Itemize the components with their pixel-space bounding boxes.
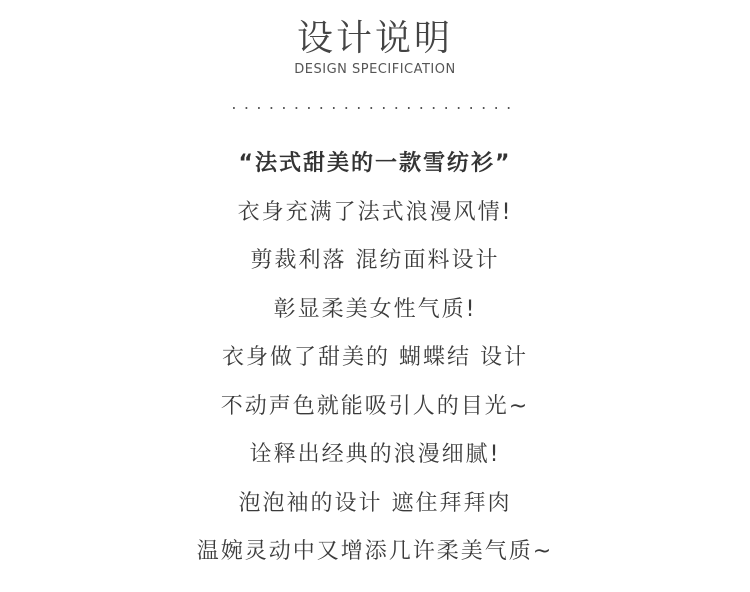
description-line: 诠释出经典的浪漫细腻! (249, 442, 501, 467)
description-list (0, 140, 750, 577)
description-line: 彰显柔美女性气质! (273, 296, 477, 322)
description-headline: “法式甜美的一款雪纺衫” (238, 151, 512, 176)
page-title: 设计说明 (296, 18, 453, 59)
description-line: 温婉灵动中又增添几许柔美气质~ (196, 539, 554, 564)
page-subtitle: DESIGN SPECIFICATION (294, 62, 456, 77)
description-line: 泡泡袖的设计 遮住拜拜肉 (238, 490, 512, 516)
description-line: 衣身充满了法式浪漫风情! (237, 199, 513, 225)
section-header (0, 16, 750, 78)
description-line: 不动声色就能吸引人的目光~ (220, 393, 530, 419)
description-line: 剪裁利落 混纺面料设计 (250, 248, 500, 273)
dotted-divider: ....................... (231, 94, 519, 113)
description-line: 衣身做了甜美的 蝴蝶结 设计 (222, 345, 528, 370)
